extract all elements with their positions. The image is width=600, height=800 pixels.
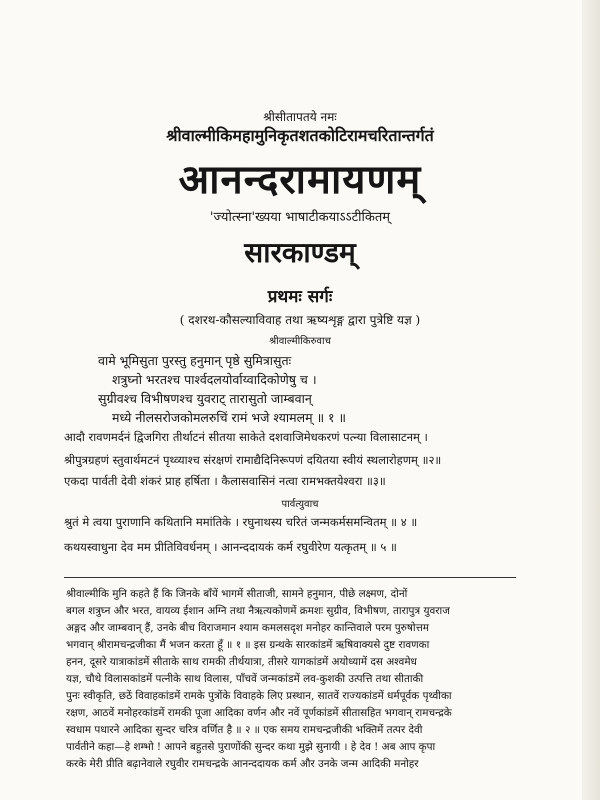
- section-divider: [64, 577, 516, 578]
- book-title: आनन्दरामायणम्: [178, 156, 422, 203]
- commentary-line: हनन, दूसरे यात्राकांडमें सीताके साथ रामकी तीर्थयात्रा, तीसरे यागकांडमें अयोध्यामें दस अश्वमेध: [66, 656, 417, 668]
- verse-line: शत्रुघ्नो भरतश्च पार्श्वदलयोर्वाय्वादिकोणेषु च ।: [112, 372, 317, 387]
- speaker-label: श्रीवाल्मीकिरुवाच: [269, 336, 331, 347]
- verse-line: श्रीपुत्रग्रहणं स्तुवार्थमटनं पृथ्व्याश्च संरक्षणं रामाद्यैदिनिरूपणं दयितया स्वीयं स्थलारोहणम् ॥२॥: [64, 453, 442, 467]
- commentary-line: करके मेरी प्रीति बढ़ानेवाले रघुवीर रामचन्द्रके आनन्ददायक कर्म और उनके जन्म आदिकी मनोहर: [66, 758, 419, 770]
- page-edge-shadow: [582, 0, 600, 800]
- commentary-line: यज्ञ, चौथे विलासकांडमें पत्नीके साथ विलास, पाँचवें जन्मकांडमें लव-कुशकी उत्पत्ति तथा सीताकी: [66, 673, 424, 685]
- verse-line: एकदा पार्वती देवी शंकरं प्राह हर्षिता । कैलासवासिनं नत्वा रामभक्तयेश्वरा ॥३॥: [64, 474, 386, 488]
- commentary-line: बगल शत्रुघ्न और भरत, वायव्य ईशान अग्नि तथा नैऋत्यकोणमें क्रमशः सुग्रीव, विभीषण, तारापुत्र युवराज: [66, 605, 450, 617]
- commentary-line: रक्षण, आठवें मनोहरकांडमें रामकी पूजा आदिका वर्णन और नवें पूर्णकांडमें सीतासहित भगवान् रामचन्द्रके: [66, 707, 452, 719]
- verse-line: श्रुतं मे त्वया पुराणानि कथितानि ममांतिके । रघुनाथस्य चरितं जन्मकर्मसमन्वितम् ॥ ४ ॥: [64, 515, 418, 529]
- verse-line: मध्ये नीलसरोजकोमलरुचिं रामं भजे श्यामलम् ॥ १ ॥: [112, 410, 346, 425]
- invocation-line-2: श्रीवाल्मीकिमहामुनिकृतशतकोटिरामचरितान्तर्गतं: [166, 126, 434, 145]
- commentary-line: भगवान् श्रीरामचन्द्रजीका मैं भजन करता हूँ ॥ १ ॥ इस ग्रन्थके सारकांडमें ऋषिवाक्यसे दुष्ट रावणका: [66, 639, 430, 651]
- verse-line: सुग्रीवश्च विभीषणश्च युवराट् तारासुतो जाम्बवान्: [98, 391, 312, 406]
- invocation-line-1: श्रीसीतापतये नमः: [263, 110, 337, 124]
- verse-line: कथयस्वाधुना देव मम प्रीतिविवर्धनम् । आनन्ददायकं कर्म रघुवीरेण यत्कृतम् ॥ ५ ॥: [64, 540, 397, 554]
- verse-line: आदौ रावणमर्दनं द्विजगिरा तीर्थाटनं सीतया साकेते दशवाजिमेधकरणं पत्न्या विलासाटनम् ।: [64, 430, 428, 444]
- commentary-line: पुनः स्वीकृति, छठें विवाहकांडमें रामके पुत्रोंके विवाहके लिए प्रस्थान, सातवें राज्यकांडमें धर्मपूर्वक पृथ्वीका: [66, 690, 452, 702]
- kanda-heading: सारकाण्डम्: [244, 236, 356, 269]
- commentary-line: श्रीवाल्मीकि मुनि कहते हैं कि जिनके बाँयें भागमें सीताजी, सामने हनुमान, पीछे लक्ष्मण, दोनों: [66, 588, 408, 600]
- commentary-line: स्वधाम पधारने आदिका सुन्दर चरित्र वर्णित है ॥ २ ॥ एक समय रामचन्द्रजीकी भक्तिमें तत्पर देवी: [66, 724, 423, 736]
- speaker-label: पार्वत्युवाच: [281, 499, 319, 510]
- verse-line: वामे भूमिसुता पुरस्तु हनुमान् पृष्ठे सुमित्रासुतः: [98, 353, 292, 368]
- commentary-line: अङ्गद और जाम्बवान् हैं, उनके बीच विराजमान श्याम कमलसदृश मनोहर कान्तिवाले परम पुरुषोत्तम: [66, 622, 429, 634]
- book-subtitle: 'ज्योत्स्ना'ख्यया भाषाटीकयाऽऽटीकितम्: [209, 210, 391, 225]
- commentary-line: पार्वतीने कहा—हे शम्भो ! आपने बहुतसे पुराणोंकी सुन्दर कथा मुझे सुनायी । हे देव ! अब आप कृपा: [66, 741, 436, 753]
- chapter-summary: ( दशरथ-कौसल्याविवाह तथा ऋष्यशृङ्ग द्वारा पुत्रेष्टि यज्ञ ): [179, 313, 421, 327]
- sarga-heading: प्रथमः सर्गः: [267, 287, 333, 307]
